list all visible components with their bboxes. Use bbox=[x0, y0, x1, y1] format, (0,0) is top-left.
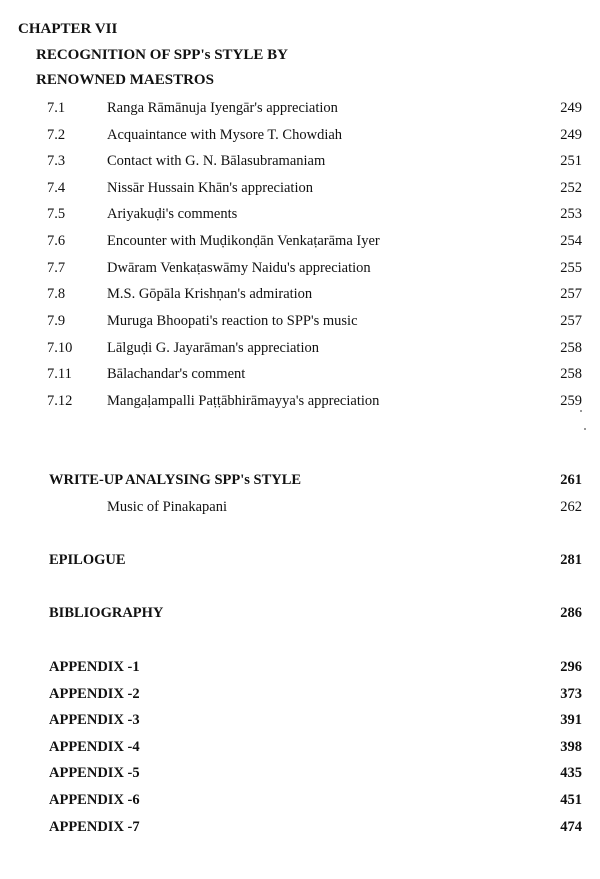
entry-number: 7.11 bbox=[47, 366, 72, 382]
entry-title: M.S. Gōpāla Krishṇan's admiration bbox=[107, 286, 313, 302]
appendix-title: APPENDIX -6 bbox=[49, 792, 140, 808]
entry-number: 7.10 bbox=[47, 340, 73, 356]
entry-title: Dwāram Venkaṭaswāmy Naidu's appreciation bbox=[107, 260, 371, 276]
writeup-sub-title: Music of Pinakapani bbox=[107, 499, 228, 515]
entry-page: 251 bbox=[560, 153, 582, 169]
speck bbox=[580, 410, 582, 412]
entry-title: Lālguḍi G. Jayarāman's appreciation bbox=[107, 340, 319, 356]
entry-page: 259 bbox=[560, 393, 582, 409]
appendix-title: APPENDIX -7 bbox=[49, 819, 140, 835]
appendix-title: APPENDIX -2 bbox=[49, 686, 140, 702]
entry-page: 257 bbox=[560, 286, 582, 302]
entry-number: 7.3 bbox=[47, 153, 66, 169]
entry-page: 249 bbox=[560, 127, 582, 143]
entry-number: 7.7 bbox=[47, 260, 66, 276]
entry-number: 7.1 bbox=[47, 100, 66, 116]
entry-number: 7.2 bbox=[47, 127, 66, 143]
appendix-title: APPENDIX -1 bbox=[49, 659, 140, 675]
bibliography-title: BIBLIOGRAPHY bbox=[49, 605, 164, 621]
entry-title: Ariyakuḍi's comments bbox=[107, 206, 238, 222]
entry-number: 7.9 bbox=[47, 313, 66, 329]
appendix-title: APPENDIX -4 bbox=[49, 739, 140, 755]
entry-title: Acquaintance with Mysore T. Chowdiah bbox=[107, 127, 343, 143]
epilogue-page: 281 bbox=[560, 552, 582, 568]
appendix-page: 474 bbox=[560, 819, 582, 835]
appendix-page: 435 bbox=[560, 765, 582, 781]
entry-title: Nissār Hussain Khān's appreciation bbox=[107, 180, 313, 196]
entry-page: 258 bbox=[560, 340, 582, 356]
chapter-title-line1: RECOGNITION OF SPP's STYLE BY bbox=[36, 47, 288, 63]
entry-number: 7.4 bbox=[47, 180, 66, 196]
entry-number: 7.12 bbox=[47, 393, 73, 409]
writeup-page: 261 bbox=[560, 472, 582, 488]
bibliography-page: 286 bbox=[560, 605, 582, 621]
appendix-page: 398 bbox=[560, 739, 582, 755]
appendix-page: 391 bbox=[560, 712, 582, 728]
chapter-title-line2: RENOWNED MAESTROS bbox=[36, 72, 214, 88]
entry-title: Ranga Rāmānuja Iyengār's appreciation bbox=[107, 100, 338, 116]
entry-page: 253 bbox=[560, 206, 582, 222]
entry-page: 255 bbox=[560, 260, 582, 276]
entry-page: 249 bbox=[560, 100, 582, 116]
appendix-page: 451 bbox=[560, 792, 582, 808]
entry-title: Contact with G. N. Bālasubramaniam bbox=[107, 153, 326, 169]
entry-number: 7.5 bbox=[47, 206, 66, 222]
entry-number: 7.6 bbox=[47, 233, 66, 249]
entry-title: Muruga Bhoopati's reaction to SPP's music bbox=[107, 313, 358, 329]
speck bbox=[584, 428, 586, 430]
appendix-page: 296 bbox=[560, 659, 582, 675]
appendix-title: APPENDIX -5 bbox=[49, 765, 140, 781]
entry-title: Encounter with Muḍikonḍān Venkaṭarāma Iyer bbox=[107, 233, 380, 249]
entry-page: 257 bbox=[560, 313, 582, 329]
entry-page: 258 bbox=[560, 366, 582, 382]
appendix-page: 373 bbox=[560, 686, 582, 702]
entry-title: Mangaḷampalli Paṭṭābhirāmayya's appreciation bbox=[107, 393, 380, 409]
entry-number: 7.8 bbox=[47, 286, 66, 302]
chapter-label: CHAPTER VII bbox=[18, 21, 118, 37]
entry-page: 254 bbox=[560, 233, 582, 249]
entry-page: 252 bbox=[560, 180, 582, 196]
entry-title: Bālachandar's comment bbox=[107, 366, 246, 382]
appendix-title: APPENDIX -3 bbox=[49, 712, 140, 728]
writeup-sub-page: 262 bbox=[560, 499, 582, 515]
writeup-title: WRITE-UP ANALYSING SPP's STYLE bbox=[49, 472, 302, 488]
epilogue-title: EPILOGUE bbox=[49, 552, 126, 568]
